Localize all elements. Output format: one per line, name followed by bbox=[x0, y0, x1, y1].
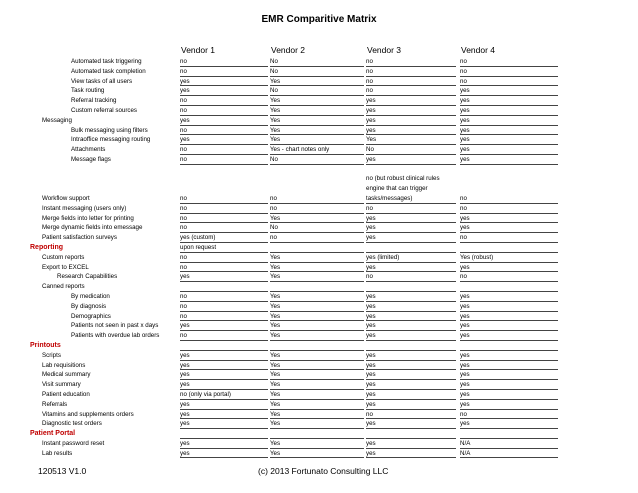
table-row bbox=[30, 155, 628, 165]
table-row bbox=[30, 390, 628, 400]
feature-label: Patients with overdue lab orders bbox=[71, 332, 160, 340]
vendor-2-value: Yes bbox=[270, 214, 281, 222]
vendor-3-value: yes bbox=[366, 361, 376, 369]
vendor-4-value: no bbox=[460, 273, 467, 281]
vendor-3-value: yes bbox=[366, 420, 376, 428]
vendor-2-value: Yes bbox=[270, 361, 281, 369]
vendor-2-value: Yes bbox=[270, 371, 281, 379]
vendor-1-value: yes bbox=[180, 371, 190, 379]
feature-label: Referrals bbox=[42, 400, 68, 408]
vendor-4-value: no bbox=[460, 204, 467, 212]
vendor-3-value: no (but robust clinical rules engine that can trigger tasks/messages) bbox=[366, 175, 440, 202]
vendor-3-value: no bbox=[366, 410, 373, 418]
table-row bbox=[30, 380, 628, 390]
vendor-1-value: yes bbox=[180, 136, 190, 144]
vendor-2-value: Yes bbox=[270, 126, 281, 134]
vendor-1-value: no bbox=[180, 312, 187, 320]
vendor-3-value: yes bbox=[366, 116, 376, 124]
vendor-3-value: yes (limited) bbox=[366, 253, 400, 261]
vendor-2-value: Yes bbox=[270, 77, 281, 85]
vendor-3-value: yes bbox=[366, 400, 376, 408]
vendor-1-value: no bbox=[180, 126, 187, 134]
vendor-1-value: upon request bbox=[180, 243, 217, 251]
table-row bbox=[30, 410, 628, 420]
vendor-1-value: no bbox=[180, 253, 187, 261]
vendor-1-value: no bbox=[180, 332, 187, 340]
table-row bbox=[30, 96, 628, 106]
vendor-2-value: No bbox=[270, 58, 278, 65]
vendor-3-value: yes bbox=[366, 302, 376, 310]
vendor-header-1: Vendor 1 bbox=[181, 45, 216, 55]
vendor-4-value: yes bbox=[460, 136, 470, 144]
feature-label: Diagnostic test orders bbox=[42, 420, 102, 428]
vendor-3-value: yes bbox=[366, 449, 376, 457]
vendor-4-value: no bbox=[460, 194, 467, 202]
vendor-3-value: yes bbox=[366, 263, 376, 271]
vendor-2-value: Yes bbox=[270, 312, 281, 320]
vendor-4-value: yes bbox=[460, 371, 470, 379]
vendor-4-value: yes bbox=[460, 312, 470, 320]
vendor-4-value: yes bbox=[460, 97, 470, 105]
vendor-1-value: no (only via portal) bbox=[180, 390, 231, 398]
table-row bbox=[30, 106, 628, 116]
vendor-4-value: yes bbox=[460, 224, 470, 232]
feature-label: Scripts bbox=[42, 351, 61, 359]
table-row bbox=[30, 351, 628, 361]
vendor-3-value: yes bbox=[366, 224, 376, 232]
vendor-4-value: yes bbox=[460, 420, 470, 428]
cell-border bbox=[366, 457, 456, 458]
vendor-1-value: yes bbox=[180, 87, 190, 95]
table-row bbox=[30, 77, 628, 87]
vendor-2-value: Yes bbox=[270, 322, 281, 330]
vendor-1-value: yes bbox=[180, 361, 190, 369]
table-row bbox=[30, 331, 628, 341]
vendor-2-value: Yes bbox=[270, 292, 281, 300]
vendor-1-value: yes bbox=[180, 420, 190, 428]
table-row bbox=[30, 86, 628, 96]
feature-label: Vitamins and supplements orders bbox=[42, 410, 134, 418]
feature-label: Lab requisitions bbox=[42, 361, 86, 369]
feature-label: Export to EXCEL bbox=[42, 263, 89, 271]
feature-label: Instant messaging (users only) bbox=[42, 204, 127, 212]
table-row bbox=[30, 165, 628, 204]
footer-version: 120513 V1.0 bbox=[38, 466, 87, 476]
vendor-1-value: yes bbox=[180, 381, 190, 389]
table-row bbox=[30, 223, 628, 233]
vendor-4-value: no bbox=[460, 77, 467, 85]
table-row bbox=[30, 263, 628, 273]
vendor-3-value: yes bbox=[366, 106, 376, 114]
feature-label: Bulk messaging using filters bbox=[71, 126, 148, 134]
vendor-3-value: yes bbox=[366, 126, 376, 134]
table-row bbox=[30, 282, 628, 292]
vendor-2-value: Yes bbox=[270, 302, 281, 310]
vendor-4-value: yes bbox=[460, 381, 470, 389]
vendor-3-value: yes bbox=[366, 312, 376, 320]
vendor-2-value: Yes bbox=[270, 273, 281, 281]
vendor-1-value: yes bbox=[180, 400, 190, 408]
vendor-2-value: Yes bbox=[270, 410, 281, 418]
table-row bbox=[30, 341, 628, 351]
vendor-4-value: yes bbox=[460, 87, 470, 95]
vendor-4-value: yes bbox=[460, 214, 470, 222]
vendor-4-value: no bbox=[460, 234, 467, 242]
vendor-4-value: yes bbox=[460, 302, 470, 310]
vendor-3-value: yes bbox=[366, 439, 376, 447]
vendor-2-value: no bbox=[270, 194, 277, 202]
vendor-1-value: yes bbox=[180, 410, 190, 418]
table-row bbox=[30, 292, 628, 302]
table-row bbox=[30, 439, 628, 449]
vendor-1-value: yes bbox=[180, 322, 190, 330]
vendor-3-value: Yes bbox=[366, 136, 377, 144]
cell-border bbox=[180, 457, 268, 458]
feature-label: Patient satisfaction surveys bbox=[42, 234, 117, 242]
vendor-3-value: no bbox=[366, 67, 373, 75]
vendor-4-value: yes bbox=[460, 116, 470, 124]
feature-label: Automated task completion bbox=[71, 67, 146, 75]
table-row bbox=[30, 449, 628, 459]
vendor-1-value: no bbox=[180, 204, 187, 212]
vendor-2-value: No bbox=[270, 224, 278, 232]
vendor-3-value: yes bbox=[366, 371, 376, 379]
vendor-4-value: no bbox=[460, 67, 467, 75]
table-row bbox=[30, 243, 628, 253]
vendor-2-value: Yes bbox=[270, 106, 281, 114]
vendor-3-value: yes bbox=[366, 381, 376, 389]
table-row bbox=[30, 302, 628, 312]
vendor-2-value: Yes bbox=[270, 390, 281, 398]
vendor-4-value: N/A bbox=[460, 439, 471, 447]
feature-label: Workflow support bbox=[42, 194, 90, 202]
feature-label: Instant password reset bbox=[42, 439, 105, 447]
table-row bbox=[30, 429, 628, 439]
table-row bbox=[30, 204, 628, 214]
cell-border bbox=[460, 457, 558, 458]
feature-label: Messaging bbox=[42, 116, 72, 124]
vendor-3-value: No bbox=[366, 146, 374, 154]
footer-copyright: (c) 2013 Fortunato Consulting LLC bbox=[258, 466, 389, 476]
vendor-2-value: Yes bbox=[270, 116, 281, 124]
vendor-1-value: yes bbox=[180, 439, 190, 447]
feature-label: Custom referral sources bbox=[71, 106, 138, 114]
vendor-header-4: Vendor 4 bbox=[461, 45, 496, 55]
vendor-4-value: yes bbox=[460, 332, 470, 340]
feature-label: Patients not seen in past x days bbox=[71, 322, 159, 330]
vendor-4-value: yes bbox=[460, 351, 470, 359]
vendor-3-value: yes bbox=[366, 234, 376, 242]
vendor-4-value: yes bbox=[460, 361, 470, 369]
vendor-3-value: yes bbox=[366, 322, 376, 330]
table-row bbox=[30, 116, 628, 126]
table-row bbox=[30, 370, 628, 380]
feature-label: Visit summary bbox=[42, 381, 81, 389]
vendor-1-value: no bbox=[180, 224, 187, 232]
vendor-2-value: Yes bbox=[270, 351, 281, 359]
vendor-4-value: N/A bbox=[460, 449, 471, 457]
vendor-4-value: yes bbox=[460, 322, 470, 330]
table-row bbox=[30, 233, 628, 243]
table-row bbox=[30, 253, 628, 263]
vendor-2-value: Yes bbox=[270, 263, 281, 271]
vendor-1-value: no bbox=[180, 97, 187, 105]
vendor-3-value: yes bbox=[366, 390, 376, 398]
table-row bbox=[30, 321, 628, 331]
vendor-1-value: yes bbox=[180, 77, 190, 85]
vendor-1-value: yes (custom) bbox=[180, 234, 216, 242]
feature-label: Canned reports bbox=[42, 283, 85, 291]
feature-label: Lab results bbox=[42, 449, 73, 457]
table-row bbox=[30, 135, 628, 145]
vendor-3-value: yes bbox=[366, 214, 376, 222]
vendor-1-value: no bbox=[180, 214, 187, 222]
feature-label: Merge dynamic fields into emessage bbox=[42, 224, 143, 232]
vendor-3-value: yes bbox=[366, 332, 376, 340]
vendor-4-value: yes bbox=[460, 106, 470, 114]
vendor-2-value: no bbox=[270, 234, 277, 242]
vendor-2-value: Yes bbox=[270, 439, 281, 447]
vendor-2-value: Yes bbox=[270, 449, 281, 457]
feature-label: Intraoffice messaging routing bbox=[71, 136, 151, 144]
vendor-1-value: no bbox=[180, 106, 187, 114]
vendor-4-value: yes bbox=[460, 292, 470, 300]
vendor-2-value: Yes bbox=[270, 400, 281, 408]
section-heading: Patient Portal bbox=[30, 430, 76, 438]
vendor-4-value: yes bbox=[460, 263, 470, 271]
vendor-2-value: Yes bbox=[270, 97, 281, 105]
vendor-2-value: No bbox=[270, 155, 278, 163]
section-heading: Reporting bbox=[30, 243, 64, 251]
vendor-1-value: no bbox=[180, 302, 187, 310]
section-heading: Printouts bbox=[30, 341, 61, 349]
table-row bbox=[30, 57, 628, 67]
table-row bbox=[30, 145, 628, 155]
table-row bbox=[30, 361, 628, 371]
comparison-table bbox=[30, 57, 628, 458]
vendor-1-value: no bbox=[180, 146, 187, 154]
vendor-2-value: Yes bbox=[270, 420, 281, 428]
feature-label: Attachments bbox=[71, 146, 106, 154]
vendor-2-value: Yes bbox=[270, 332, 281, 340]
vendor-2-value: No bbox=[270, 67, 278, 75]
table-row bbox=[30, 419, 628, 429]
feature-label: Merge fields into letter for printing bbox=[42, 214, 134, 222]
vendor-4-value: yes bbox=[460, 400, 470, 408]
vendor-4-value: no bbox=[460, 58, 467, 65]
vendor-1-value: yes bbox=[180, 273, 190, 281]
vendor-4-value: yes bbox=[460, 146, 470, 154]
vendor-2-value: No bbox=[270, 87, 278, 95]
vendor-1-value: no bbox=[180, 155, 187, 163]
vendor-3-value: no bbox=[366, 273, 373, 281]
vendor-1-value: yes bbox=[180, 351, 190, 359]
vendor-2-value: Yes - chart notes only bbox=[270, 146, 330, 154]
vendor-2-value: Yes bbox=[270, 136, 281, 144]
page-title: EMR Comparitive Matrix bbox=[261, 14, 377, 25]
vendor-4-value: yes bbox=[460, 126, 470, 134]
vendor-3-value: yes bbox=[366, 155, 376, 163]
table-row bbox=[30, 312, 628, 322]
feature-label: Message flags bbox=[71, 155, 111, 163]
table-row bbox=[30, 214, 628, 224]
feature-label: Automated task triggering bbox=[71, 58, 142, 65]
vendor-3-value: yes bbox=[366, 97, 376, 105]
vendor-4-value: no bbox=[460, 410, 467, 418]
vendor-1-value: no bbox=[180, 194, 187, 202]
feature-label: By medication bbox=[71, 292, 110, 300]
vendor-1-value: no bbox=[180, 67, 187, 75]
vendor-3-value: no bbox=[366, 87, 373, 95]
vendor-4-value: yes bbox=[460, 155, 470, 163]
feature-label: Task routing bbox=[71, 87, 105, 95]
vendor-3-value: no bbox=[366, 58, 373, 65]
table-row bbox=[30, 272, 628, 282]
vendor-1-value: yes bbox=[180, 449, 190, 457]
feature-label: By diagnosis bbox=[71, 302, 107, 310]
feature-label: View tasks of all users bbox=[71, 77, 133, 85]
vendor-3-value: yes bbox=[366, 292, 376, 300]
vendor-2-value: Yes bbox=[270, 381, 281, 389]
feature-label: Research Capabilities bbox=[57, 273, 118, 281]
feature-label: Patient education bbox=[42, 390, 90, 398]
feature-label: Medical summary bbox=[42, 371, 91, 379]
vendor-1-value: yes bbox=[180, 116, 190, 124]
vendor-4-value: Yes (robust) bbox=[460, 253, 494, 261]
vendor-3-value: no bbox=[366, 77, 373, 85]
table-row bbox=[30, 67, 628, 77]
vendor-2-value: Yes bbox=[270, 253, 281, 261]
feature-label: Custom reports bbox=[42, 253, 85, 261]
vendor-4-value: yes bbox=[460, 390, 470, 398]
vendor-1-value: no bbox=[180, 263, 187, 271]
feature-label: Demographics bbox=[71, 312, 111, 320]
table-row bbox=[30, 126, 628, 136]
vendor-1-value: no bbox=[180, 292, 187, 300]
vendor-header-3: Vendor 3 bbox=[367, 45, 402, 55]
vendor-3-value: yes bbox=[366, 351, 376, 359]
table-row bbox=[30, 400, 628, 410]
vendor-1-value: no bbox=[180, 58, 187, 65]
vendor-2-value: no bbox=[270, 204, 277, 212]
cell-border bbox=[270, 457, 364, 458]
vendor-3-value: no bbox=[366, 204, 373, 212]
feature-label: Referral tracking bbox=[71, 97, 117, 105]
vendor-header-2: Vendor 2 bbox=[271, 45, 306, 55]
